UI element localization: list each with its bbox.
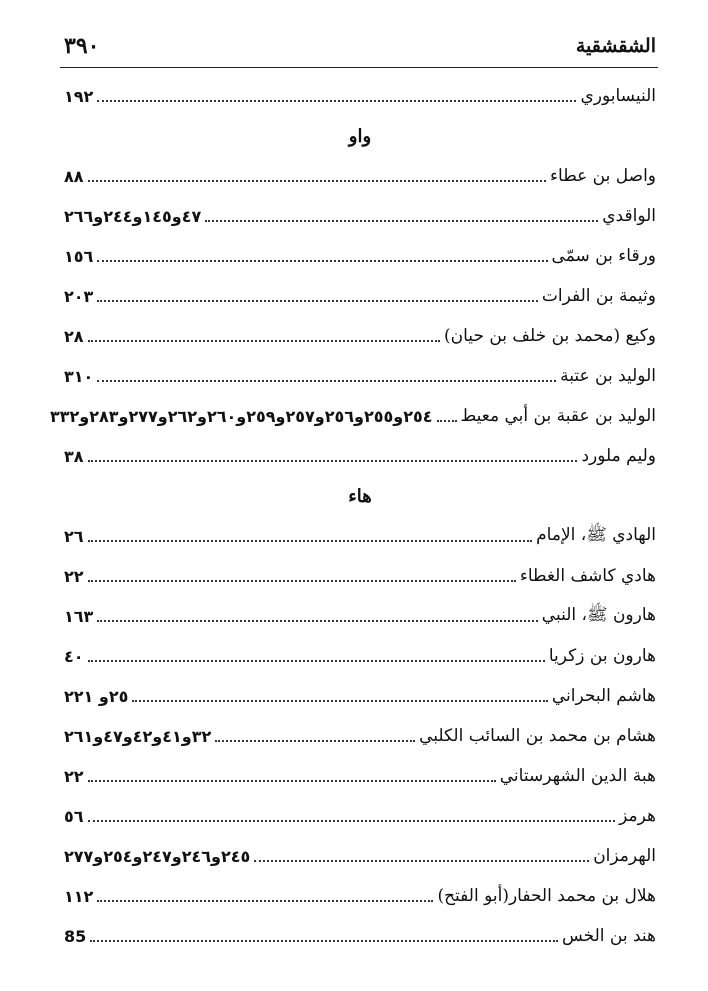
index-entry [64,156,656,196]
entry-name: النيسابوري [580,86,656,106]
index-entry [64,196,656,236]
dot-leader [88,540,533,542]
entry-pages: ٤٠ [64,646,84,666]
entry-name: وليم ملورد [581,446,656,466]
index-entry [64,756,656,796]
entry-name: هارون ﷺ، النبي [541,604,656,625]
dot-leader [88,180,546,182]
index-entry [64,276,656,316]
entry-name: الهرمزان [593,846,656,866]
dot-leader [97,100,576,102]
index-entry [64,76,656,116]
entry-pages: ٨٨ [64,166,84,186]
entry-pages: ٢٦ [64,526,84,546]
index-entry [64,436,656,476]
entry-pages: ٤٧و١٤٥و٢٤٤و٢٦٦ [64,206,202,226]
index-entry [64,716,656,756]
entry-pages: ٢٢ [64,766,84,786]
entry-pages: ١٦٣ [64,606,94,626]
index-entry [64,676,656,716]
entry-pages: ١٥٦ [64,246,94,266]
dot-leader [88,460,578,462]
entry-name: الهادي ﷺ، الإمام [536,524,656,545]
entry-name: وثيمة بن الفرات [541,286,656,306]
dot-leader [88,820,616,822]
entry-pages: ٢٠٣ [64,286,94,306]
entry-pages: ٢٤٥و٢٤٦و٢٤٧و٢٥٤و٢٧٧ [64,846,251,866]
entry-pages: 85 [64,926,87,946]
index-entry [64,836,656,876]
entry-name: الوليد بن عتبة [560,366,656,386]
index-entry [64,876,656,916]
page-header [64,26,656,66]
dot-leader [88,580,516,582]
dot-leader [254,860,589,862]
entry-name: واصل بن عطاء [550,166,656,186]
entry-pages: ٢٢ [64,566,84,586]
entry-name: هبة الدين الشهرستاني [499,766,656,786]
entry-pages: ٢٥٤و٢٥٥و٢٥٦و٢٥٧و٢٥٩و٢٦٠و٢٦٢و٢٧٧و٢٨٣و٣٣٢ [49,406,433,426]
dot-leader [97,300,538,302]
index-entries [49,76,656,956]
entry-name: هند بن الخس [561,926,656,946]
dot-leader [88,780,496,782]
index-entry [64,556,656,596]
index-entry [49,396,656,436]
index-entry [64,596,656,636]
dot-leader [132,700,548,702]
entry-name: الوليد بن عقبة بن أبي معيط [460,406,656,426]
section-heading [64,116,656,156]
dot-leader [90,940,558,942]
entry-pages: ١١٢ [64,886,94,906]
entry-pages: ٥٦ [64,806,84,826]
dot-leader [97,900,433,902]
section-heading [64,476,656,516]
entry-name: وكيع (محمد بن خلف بن حيان) [444,326,656,346]
entry-pages: ٣٨ [64,446,84,466]
index-entry [64,916,656,956]
index-entry [64,636,656,676]
dot-leader [97,620,537,622]
dot-leader [97,260,547,262]
entry-name: هشام بن محمد بن السائب الكلبي [419,726,656,746]
index-entry [64,236,656,276]
entry-pages: ٣١٠ [64,366,94,386]
index-entry [64,316,656,356]
entry-pages: ٢٥و ٢٢١ [64,686,129,706]
entry-name: هارون بن زكريا [548,646,656,666]
dot-leader [437,420,457,422]
index-entry [64,516,656,556]
page-number: ٣٩٠ [64,33,100,59]
entry-pages: ٢٨ [64,326,84,346]
entry-name: هاشم البحراني [551,686,656,706]
header-rule [60,67,658,68]
section-title: هاء [348,485,372,507]
entry-name: هرمز [619,806,656,826]
dot-leader [215,740,415,742]
entry-name: هلال بن محمد الحفار(أبو الفتح) [437,886,656,906]
entry-pages: ١٩٢ [64,86,94,106]
dot-leader [88,660,545,662]
entry-name: هادي كاشف الغطاء [519,566,656,586]
dot-leader [88,340,440,342]
running-title: الشقشقية [575,35,656,57]
entry-name: الواقدي [602,206,656,226]
entry-name: ورقاء بن سمّى [551,246,656,266]
entry-pages: ٣٢و٤١و٤٢و٤٧و٢٦١ [64,726,212,746]
dot-leader [97,380,556,382]
index-entry [64,356,656,396]
index-entry [64,796,656,836]
dot-leader [205,220,598,222]
section-title: واو [348,125,372,147]
